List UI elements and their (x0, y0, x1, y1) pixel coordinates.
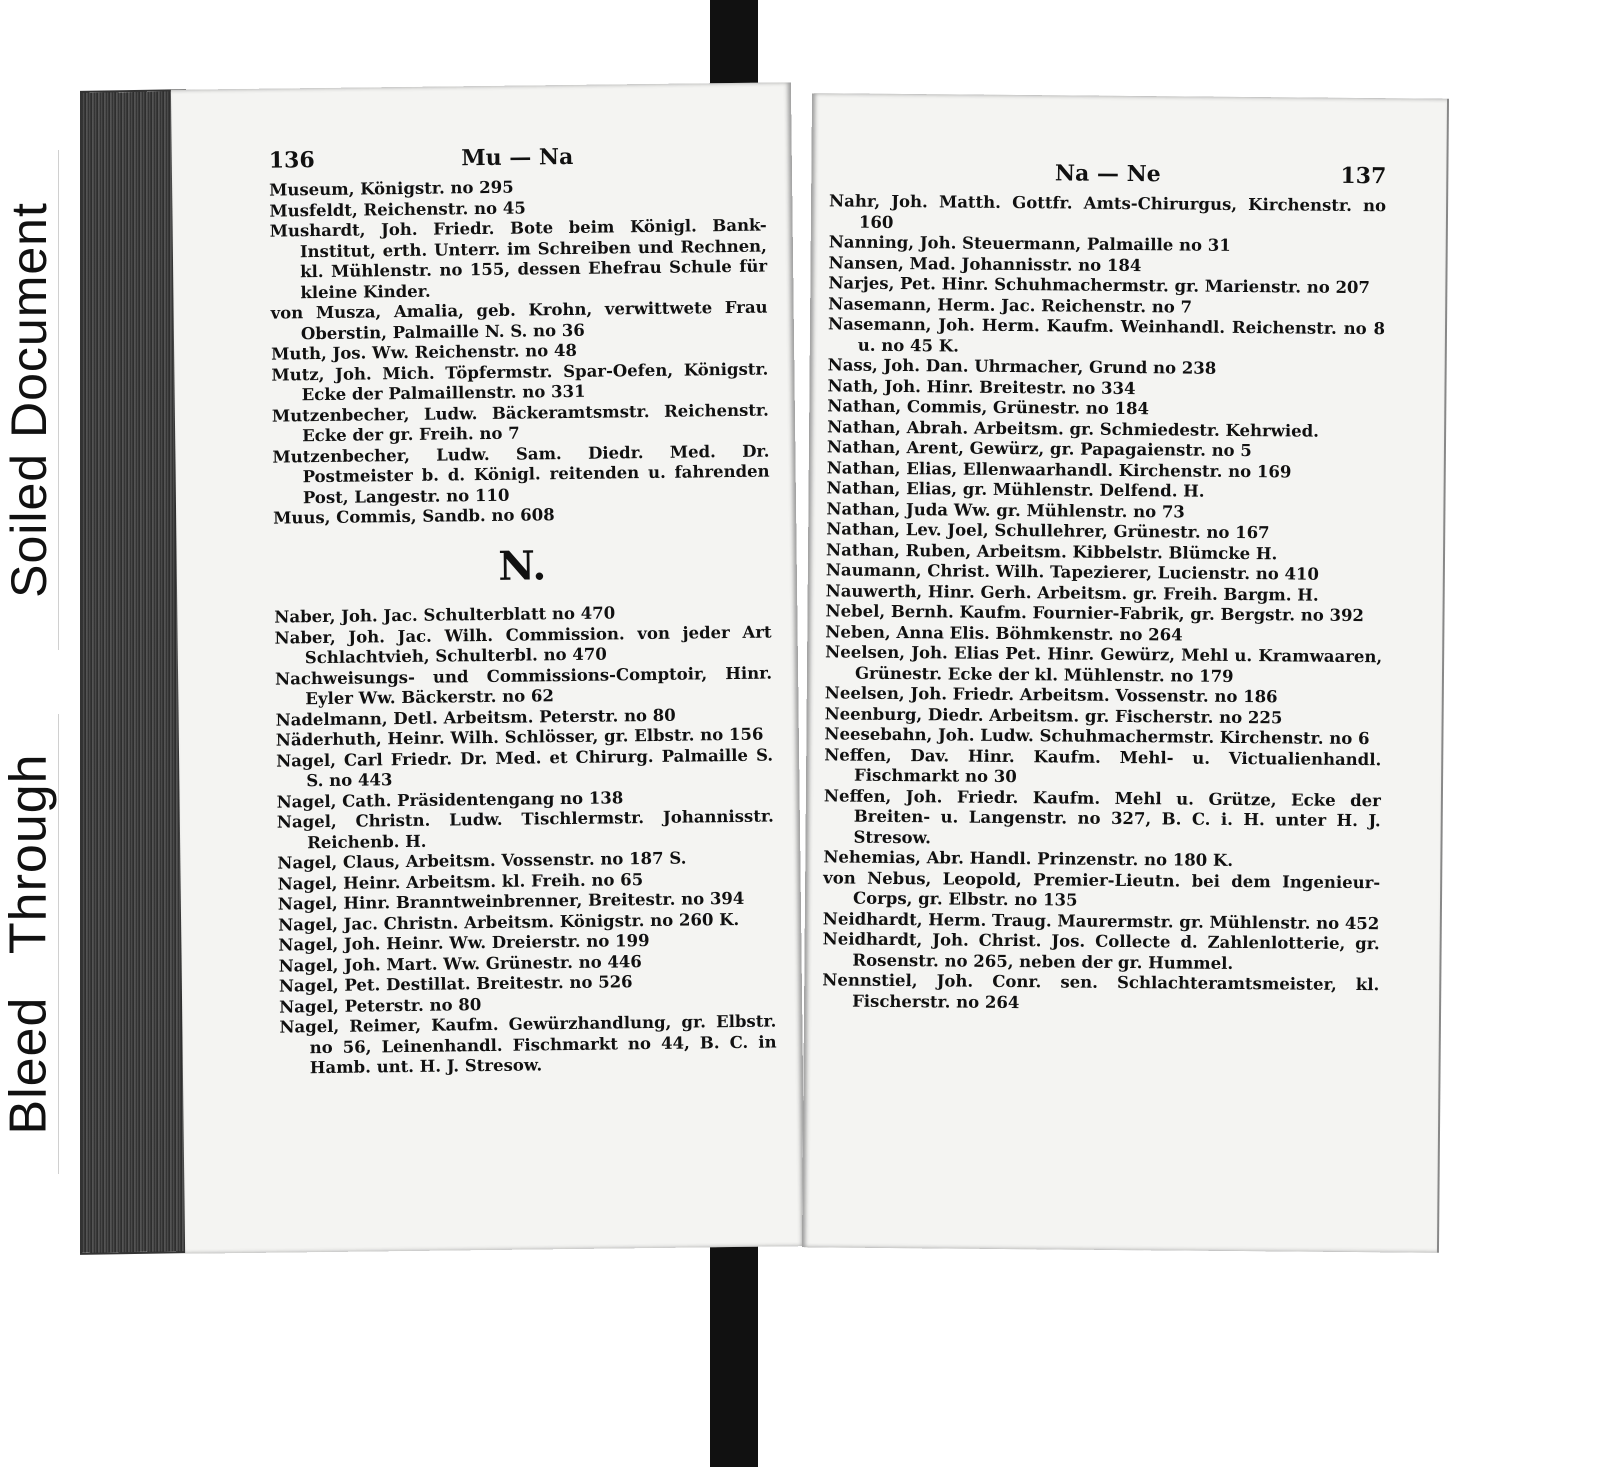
section-letter-n: N. (497, 541, 547, 590)
directory-entry: Neffen, Joh. Friedr. Kaufm. Mehl u. Grütze, Ecke der Breiten- u. Langenstr. no 327, B. C. i. H. unter H. J. Stresow. (823, 785, 1381, 847)
directory-entry: Naber, Joh. Jac. Schulterblatt no 470 (274, 603, 616, 627)
soiled-document-label (0, 150, 59, 650)
directory-entry: Nathan, Lev. Joel, Schullehrer, Grünestr. no 167 (826, 519, 1270, 543)
directory-entry: von Nebus, Leopold, Premier-Lieutn. bei dem Ingenieur-Corps, gr. Elbstr. no 135 (823, 867, 1381, 910)
directory-entry: Nauwerth, Hinr. Gerh. Arbeitsm. gr. Freih. Bargm. H. (825, 580, 1319, 605)
directory-entry: Neidhardt, Herm. Traug. Maurermstr. gr. Mühlenstr. no 452 (822, 908, 1380, 933)
left-page (171, 82, 805, 1253)
bleed-through-text: Bleed Through (0, 753, 58, 1135)
directory-entry: Museum, Königstr. no 295 (269, 177, 514, 200)
left-page-header (269, 145, 766, 181)
directory-entry: Nagel, Cath. Präsidentengang no 138 (276, 787, 624, 812)
soiled-document-text: Soiled Document (1, 202, 58, 598)
directory-entry: Narjes, Pet. Hinr. Schuhmachermstr. gr. Marienstr. no 207 (828, 273, 1371, 298)
right-entries-na-ne (822, 191, 1386, 1016)
directory-entry: Näderhuth, Heinr. Wilh. Schlösser, gr. Elbstr. no 156 (275, 724, 764, 750)
directory-entry: Nass, Joh. Dan. Uhrmacher, Grund no 238 (827, 355, 1217, 378)
directory-entry: Neidhardt, Joh. Christ. Jos. Collecte d. Zahlenlotterie, gr. Rosenstr. no 265, neben der gr. Hummel. (822, 929, 1380, 973)
right-page-running-head: Na — Ne (1054, 160, 1161, 188)
directory-entry: Nadelmann, Detl. Arbeitsm. Peterstr. no 80 (275, 705, 676, 730)
directory-entry: Mutzenbecher, Ludw. Bäckeramtsmstr. Reichenstr. Ecke der gr. Freih. no 7 (271, 400, 769, 446)
directory-entry: Nagel, Christn. Ludw. Tischlermstr. Johannisstr. Reichenb. H. (276, 806, 774, 852)
directory-entry: Nathan, Abrah. Arbeitsm. gr. Schmiedestr. Kehrwied. (827, 416, 1320, 441)
directory-entry: Mushardt, Joh. Friedr. Bote beim Königl. Bank-Institut, erth. Unterr. im Schreiben und Rechnen, kl. Mühlenstr. no 155, dessen Ehefrau Schule für kleine Kinder. (269, 215, 768, 302)
directory-entry: Nathan, Arent, Gewürz, gr. Papagaienstr. no 5 (826, 437, 1252, 461)
directory-entry: Nagel, Pet. Destillat. Breitestr. no 526 (278, 972, 633, 996)
directory-entry: Naumann, Christ. Wilh. Tapezierer, Lucienstr. no 410 (825, 560, 1320, 584)
directory-entry: Nathan, Commis, Grünestr. no 184 (827, 396, 1150, 419)
directory-entry: Naber, Joh. Jac. Wilh. Commission. von jeder Art Schlachtvieh, Schulterbl. no 470 (274, 622, 772, 668)
directory-entry: Nath, Joh. Hinr. Breitestr. no 334 (827, 375, 1136, 398)
right-page-header (829, 161, 1386, 196)
directory-entry: Nagel, Reimer, Kaufm. Gewürzhandlung, gr. Elbstr. no 56, Leinenhandl. Fischmarkt no 44, B. C. in Hamb. unt. H. J. Stresow. (279, 1011, 777, 1078)
directory-entry: Nasemann, Joh. Herm. Kaufm. Weinhandl. Reichenstr. no 8 u. no 45 K. (827, 314, 1386, 356)
directory-entry: Nagel, Heinr. Arbeitsm. kl. Freih. no 65 (277, 869, 644, 894)
directory-entry: Nagel, Claus, Arbeitsm. Vossenstr. no 187 S. (277, 848, 687, 873)
directory-entry: Nehemias, Abr. Handl. Prinzenstr. no 180 K. (823, 847, 1234, 870)
directory-entry: Nachweisungs- und Commissions-Comptoir, Hinr. Eyler Ww. Bäckerstr. no 62 (274, 663, 773, 709)
directory-entry: Muus, Commis, Sandb. no 608 (273, 505, 555, 528)
directory-entry: Nagel, Hinr. Branntweinbrenner, Breitestr. no 394 (277, 888, 745, 914)
directory-entry: Nathan, Elias, Ellenwaarhandl. Kirchenstr. no 169 (826, 457, 1292, 481)
directory-entry: Nathan, Elias, gr. Mühlenstr. Delfend. H. (826, 478, 1205, 501)
directory-entry: Musfeldt, Reichenstr. no 45 (269, 198, 526, 221)
directory-entry: Nagel, Peterstr. no 80 (279, 994, 482, 1017)
directory-entry: Nanning, Joh. Steuermann, Palmaille no 31 (828, 232, 1231, 255)
directory-entry: Nathan, Ruben, Arbeitsm. Kibbelstr. Blümcke H. (825, 539, 1278, 563)
directory-entry: von Musza, Amalia, geb. Krohn, verwittwete Frau Oberstin, Palmaille N. S. no 36 (270, 297, 768, 343)
directory-entry: Nagel, Carl Friedr. Dr. Med. et Chirurg. Palmaille S. S. no 443 (275, 745, 774, 791)
directory-entry: Neenburg, Diedr. Arbeitsm. gr. Fischerstr. no 225 (824, 703, 1283, 727)
directory-entry: Neben, Anna Elis. Böhmkenstr. no 264 (825, 621, 1183, 645)
directory-entry: Mutz, Joh. Mich. Töpfermstr. Spar-Oefen, Königstr. Ecke der Palmaillenstr. no 331 (271, 359, 769, 405)
directory-entry: Nathan, Juda Ww. gr. Mühlenstr. no 73 (826, 498, 1185, 522)
left-page-number: 136 (268, 147, 315, 174)
directory-entry: Neesebahn, Joh. Ludw. Schuhmachermstr. Kirchenstr. no 6 (824, 724, 1370, 749)
directory-entry: Nahr, Joh. Matth. Gottfr. Amts-Chirurgus, Kirchenstr. no 160 (829, 191, 1387, 232)
directory-entry: Muth, Jos. Ww. Reichenstr. no 48 (271, 340, 578, 364)
directory-entry: Nagel, Joh. Mart. Ww. Grünestr. no 446 (278, 951, 642, 976)
directory-entry: Nagel, Joh. Heinr. Ww. Dreierstr. no 199 (278, 931, 650, 955)
directory-entry: Neelsen, Joh. Friedr. Arbeitsm. Vossenstr. no 186 (824, 683, 1278, 707)
directory-entry: Nansen, Mad. Johannisstr. no 184 (828, 252, 1142, 275)
left-entries-na (274, 602, 777, 1080)
directory-entry: Nennstiel, Joh. Conr. sen. Schlachteramtsmeister, kl. Fischerstr. no 264 (822, 970, 1380, 1012)
right-page-number: 137 (1340, 162, 1387, 190)
left-entries-mu (269, 175, 770, 530)
bleed-through-label (0, 714, 59, 1174)
directory-entry: Mutzenbecher, Ludw. Sam. Diedr. Med. Dr. Postmeister b. d. Königl. reitenden u. fahrenden Post, Langestr. no 110 (272, 441, 770, 507)
spine-band-bottom (710, 1220, 758, 1467)
directory-entry: Neelsen, Joh. Elias Pet. Hinr. Gewürz, Mehl u. Kramwaaren, Grünestr. Ecke der kl. Mühlenstr. no 179 (825, 642, 1383, 686)
book-page-edges (82, 91, 184, 1253)
directory-entry: Neffen, Dav. Hinr. Kaufm. Mehl- u. Victualienhandl. Fischmarkt no 30 (824, 744, 1382, 787)
right-page (802, 93, 1447, 1252)
left-page-running-head: Mu — Na (461, 143, 574, 172)
directory-entry: Nasemann, Herm. Jac. Reichenstr. no 7 (828, 293, 1193, 317)
directory-entry: Nebel, Bernh. Kaufm. Fournier-Fabrik, gr. Bergstr. no 392 (825, 601, 1365, 626)
directory-entry: Nagel, Jac. Christn. Arbeitsm. Königstr. no 260 K. (278, 909, 740, 935)
